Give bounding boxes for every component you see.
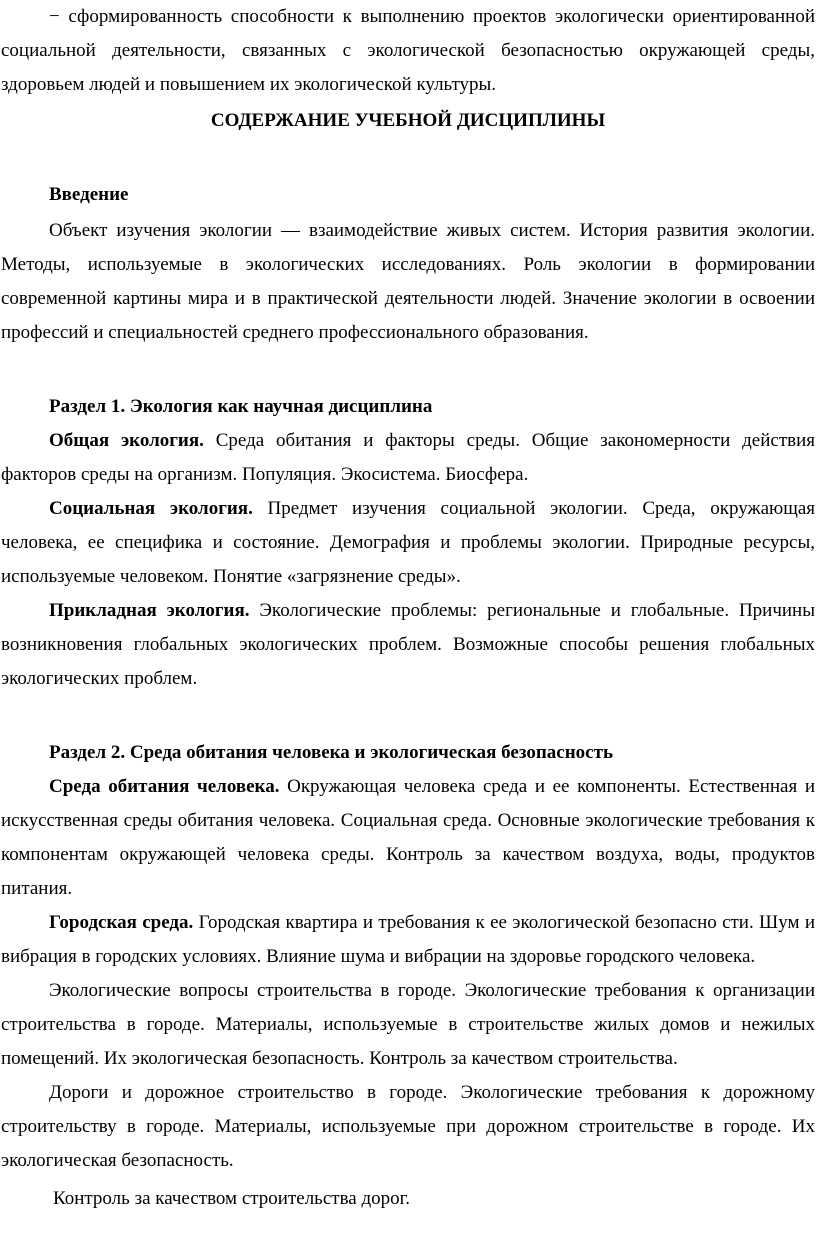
paragraph-text: Экологические проблемы: региональные и глобальные. Причины возникновения глобальных экологических проблем. Возможные способы решения глобальных экологических проблем. (1, 600, 815, 689)
section1-paragraph (1, 492, 815, 594)
introduction-heading: Введение (49, 184, 129, 205)
paragraph-text: Среда обитания и факторы среды. Общие закономерности действия факторов среды на организм. Популяция. Экосистема. Биосфера. (1, 430, 815, 485)
paragraph-lead: Городская среда. (49, 912, 194, 933)
section2-paragraph (1, 974, 815, 1076)
page-title: СОДЕРЖАНИЕ УЧЕБНОЙ ДИСЦИПЛИНЫ (210, 110, 606, 131)
section1-paragraph (1, 594, 815, 696)
paragraph-text: Дороги и дорожное строительство в городе. Экологические требования к дорожному строительству в городе. Материалы, используемые при дорожном строительстве в городе. Их экологическая безопасность. (1, 1082, 815, 1171)
paragraph-text: Предмет изучения социальной экологии. Среда, окружающая человека, ее специфика и состояние. Демография и проблемы экологии. Природные ресурсы, используемые человеком. Понятие «загрязнение среды». (1, 498, 815, 587)
section2-paragraph (1, 770, 815, 906)
paragraph-text: Экологические вопросы строительства в городе. Экологические требования к организации строительства в городе. Материалы, используемые в строительстве жилых домов и нежилых помещений. Их экологическая безопасность. Контроль за качеством строительства. (1, 980, 815, 1069)
paragraph-lead: Социальная экология. (49, 498, 253, 519)
introduction-text: Объект изучения экологии — взаимодействие живых систем. История развития экологии. Методы, используемые в экологических исследованиях. Роль экологии в формировании современной картины мира и в практической деятельности людей. Значение экологии в освоении профессий и специальностей среднего профессионального образования. (1, 220, 815, 343)
section2-paragraph (1, 906, 815, 974)
paragraph-text: Окружающая человека среда и ее компоненты. Естественная и искусственная среды обитания человека. Социальная среда. Основные экологические требования к компонентам окружающей человека среды. Контроль за качеством воздуха, воды, продуктов питания. (1, 776, 815, 899)
paragraph-lead: Прикладная экология. (49, 600, 250, 621)
paragraph-text: Городская квартира и требования к ее экологической безопасно сти. Шум и вибрация в городских условиях. Влияние шума и вибрации на здоровье городского человека. (1, 912, 815, 967)
section2-heading: Раздел 2. Среда обитания человека и экологическая безопасность (49, 742, 613, 763)
section1-paragraph (1, 424, 815, 492)
paragraph-lead: Среда обитания человека. (49, 776, 280, 797)
section2-last-line: Контроль за качеством строительства дорог. (53, 1188, 411, 1209)
section2-paragraph (1, 1076, 815, 1178)
paragraph-lead: Общая экология. (49, 430, 204, 451)
section1-heading: Раздел 1. Экология как научная дисциплина (49, 396, 433, 417)
intro-fragment: − сформированность способности к выполнению проектов экологически ориентированной социальной деятельности, связанных с экологической безопасностью окружающей среды, здоровьем людей и повышением их экологической культуры. (1, 6, 815, 95)
